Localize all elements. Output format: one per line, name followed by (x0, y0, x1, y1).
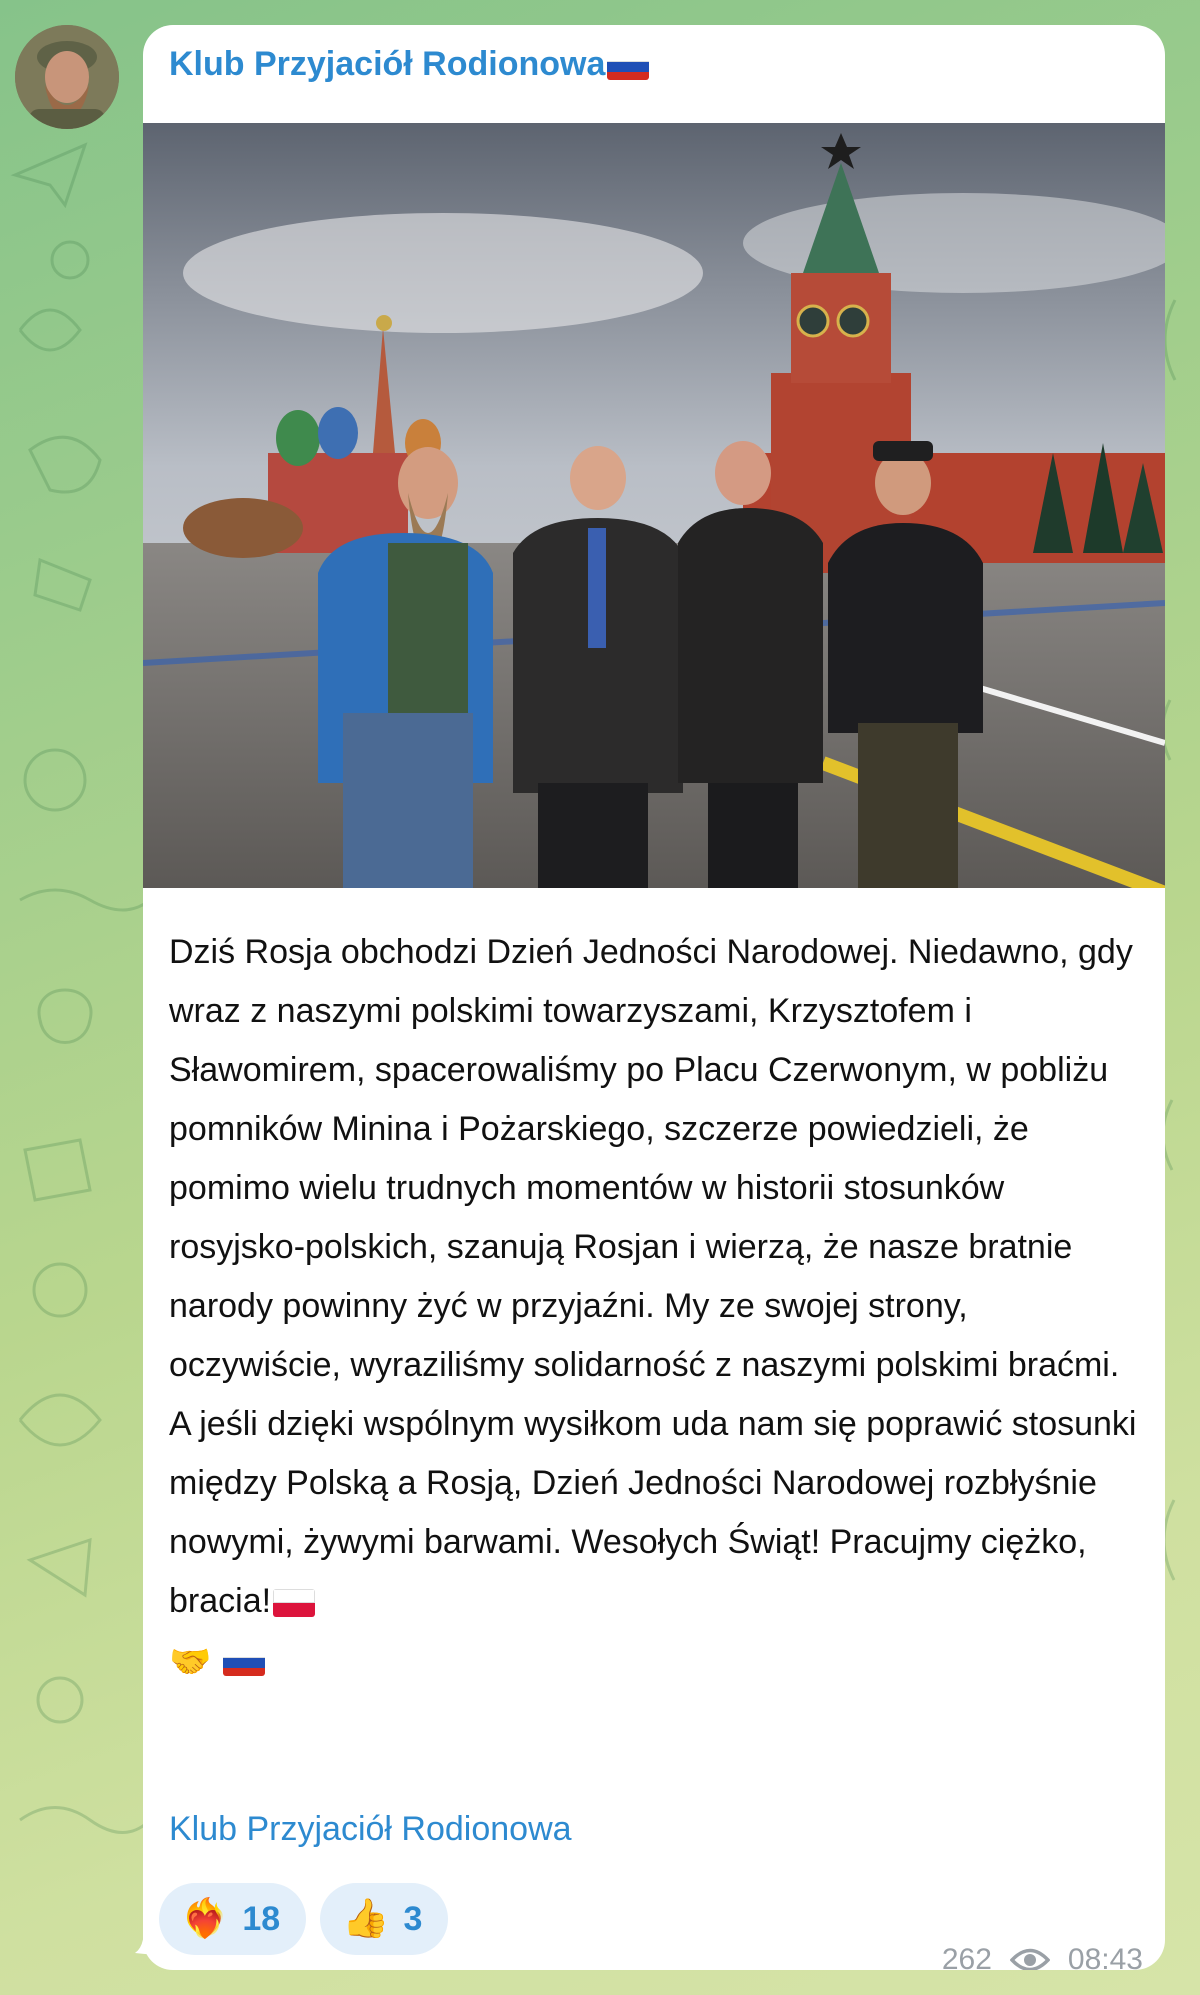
channel-name-text: Klub Przyjaciół Rodionowa (169, 45, 606, 83)
russia-flag-icon (607, 52, 649, 80)
avatar-image (15, 25, 119, 129)
view-count: 262 (941, 1943, 992, 1970)
channel-signature-link[interactable]: Klub Przyjaciół Rodionowa (169, 1810, 572, 1848)
channel-name-link[interactable] (169, 45, 651, 84)
reaction-thumbs-up[interactable] (320, 1883, 448, 1955)
channel-avatar[interactable] (15, 25, 119, 129)
post-photo[interactable] (143, 123, 1165, 888)
post-text (169, 923, 1146, 1692)
message-bubble[interactable] (143, 25, 1165, 1970)
eye-icon (1010, 1947, 1050, 1970)
reaction-heart-on-fire[interactable] (159, 1883, 306, 1955)
reaction-count: 3 (403, 1899, 423, 1938)
thumbs-up-icon: 👍 (342, 1898, 390, 1940)
poland-flag-icon (273, 1589, 315, 1617)
message-time: 08:43 (1067, 1943, 1143, 1970)
reactions-bar (159, 1883, 448, 1955)
post-body-text: Dziś Rosja obchodzi Dzień Jedności Narodowej. Niedawno, gdy wraz z naszymi polskimi towarzyszami, Krzysztofem i Sławomirem, spacerowaliśmy po Placu Czerwonym, w pobliżu pomników Minina i Pożarskiego, szczerze powiedzieli, że pomimo wielu trudnych momentów w historii stosunków rosyjsko-polskich, szanują Rosjan i wierzą, że nasze bratnie narody powinny żyć w przyjaźni. My ze swojej strony, oczywiście, wyraziliśmy solidarność z naszymi polskimi braćmi. A jeśli dzięki wspólnym wysiłkom uda nam się poprawić stosunki między Polską a Rosją, Dzień Jedności Narodowej rozbłyśnie nowymi, żywymi barwami. Wesołych Świąt! Pracujmy ciężko, bracia! (169, 933, 1146, 1620)
message-meta (942, 1943, 1143, 1970)
handshake-icon: 🤝 (169, 1642, 212, 1681)
reaction-count: 18 (242, 1899, 281, 1938)
heart-on-fire-icon: ❤️‍🔥 (181, 1898, 229, 1940)
russia-flag-icon (223, 1648, 265, 1676)
